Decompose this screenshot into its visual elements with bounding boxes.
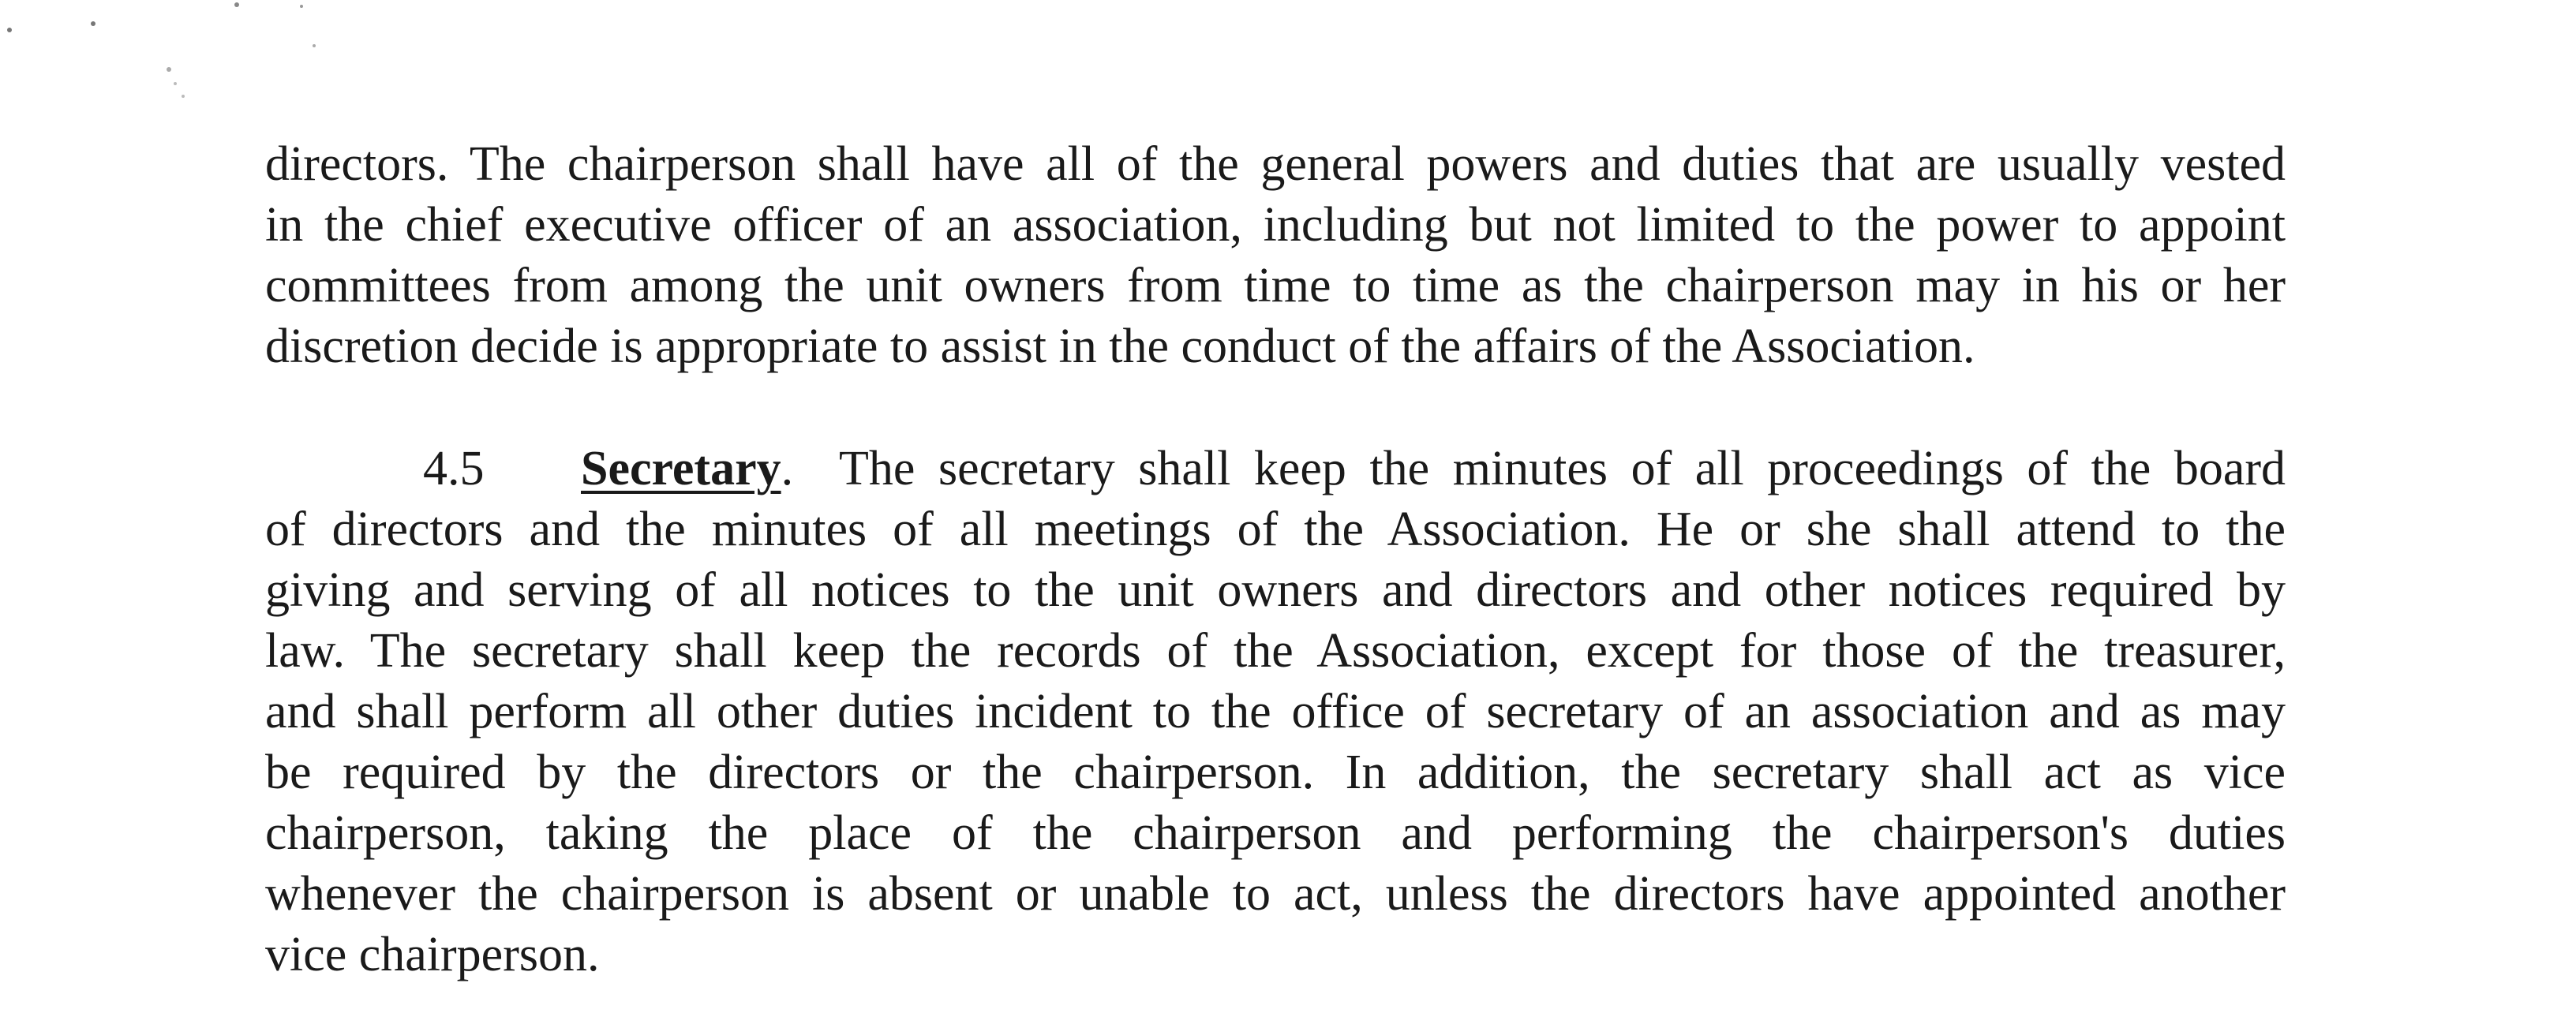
paragraph-line: directors. The chairperson shall have all of the general powers and duties that are usually vested xyxy=(265,137,2286,191)
section-line: of directors and the minutes of all meetings of the Association. He or she shall attend to the xyxy=(265,503,2286,556)
section-heading-punctuation: . xyxy=(781,442,794,495)
scan-speck xyxy=(174,82,177,85)
scan-speck xyxy=(182,95,185,98)
paragraph-chairperson-duties xyxy=(265,134,2286,377)
section-line: vice chairperson. xyxy=(265,928,600,981)
scan-speck xyxy=(234,2,239,7)
paragraph-line: in the chief executive officer of an association, including but not limited to the power to appoint xyxy=(265,198,2286,252)
section-heading: Secretary xyxy=(581,442,781,495)
section-first-line xyxy=(265,439,2286,499)
paragraph-line: committees from among the unit owners from time to time as the chairperson may in his or her xyxy=(265,259,2286,312)
section-line: and shall perform all other duties incident to the office of secretary of an association and as may xyxy=(265,685,2286,738)
section-line: law. The secretary shall keep the records of the Association, except for those of the treasurer, xyxy=(265,624,2286,678)
scan-speck xyxy=(91,21,95,26)
scan-speck xyxy=(300,5,303,8)
scan-speck xyxy=(167,67,171,72)
section-4-5-secretary xyxy=(265,439,2286,985)
section-line: whenever the chairperson is absent or unable to act, unless the directors have appointed another xyxy=(265,867,2286,921)
paragraph-line: discretion decide is appropriate to assist in the conduct of the affairs of the Association. xyxy=(265,320,1975,373)
section-line: chairperson, taking the place of the chairperson and performing the chairperson's duties xyxy=(265,806,2286,860)
section-number: 4.5 xyxy=(423,442,485,495)
scan-speck xyxy=(7,28,12,32)
section-first-line-text: The secretary shall keep the minutes of all proceedings of the board xyxy=(793,442,2286,495)
scan-speck xyxy=(313,44,316,47)
section-line: be required by the directors or the chairperson. In addition, the secretary shall act as vice xyxy=(265,746,2286,799)
section-line: giving and serving of all notices to the unit owners and directors and other notices required by xyxy=(265,563,2286,617)
